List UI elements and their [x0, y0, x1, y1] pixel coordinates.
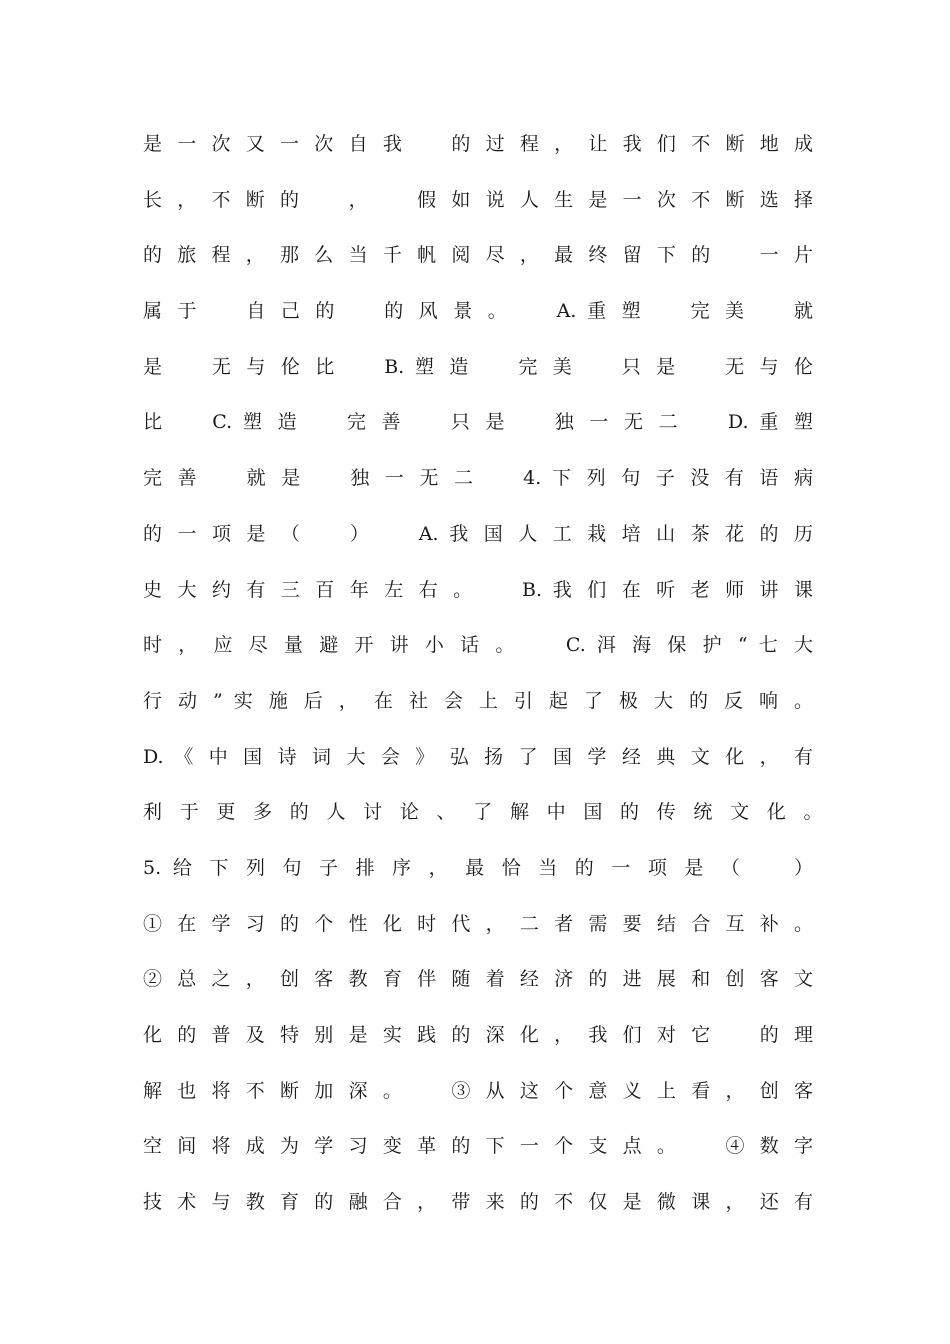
text-line: 史 大 约 有 三 百 年 左 右 。 B. 我 们 在 听 老 师 讲 课: [143, 578, 813, 601]
text-line: 5. 给 下 列 句 子 排 序 ， 最 恰 当 的 一 项 是 （ ）: [143, 856, 813, 879]
document-body: [143, 117, 870, 1231]
text-line: 利 于 更 多 的 人 讨 论 、 了 解 中 国 的 传 统 文 化 。: [143, 801, 870, 824]
text-line: ② 总 之 ， 创 客 教 育 伴 随 着 经 济 的 进 展 和 创 客 文: [143, 968, 813, 991]
text-line: 是 无 与 伦 比 B. 塑 造 完 美 只 是 无 与 伦: [143, 355, 813, 378]
text-line: 是 一 次 又 一 次 自 我 的 过 程 ， 让 我 们 不 断 地 成: [143, 133, 813, 155]
text-line: 的 旅 程 ， 那 么 当 千 帆 阅 尽 ， 最 终 留 下 的 一 片: [143, 244, 813, 267]
text-line: 行 动 ” 实 施 后 ， 在 社 会 上 引 起 了 极 大 的 反 响 。: [143, 689, 813, 712]
text-line: 长 ， 不 断 的 ， 假 如 说 人 生 是 一 次 不 断 选 择: [143, 188, 813, 211]
text-line: 解 也 将 不 断 加 深 。 ③ 从 这 个 意 义 上 看 ， 创 客: [143, 1079, 813, 1102]
text-line: 时 ， 应 尽 量 避 开 讲 小 话 。 C. 洱 海 保 护 “ 七 大: [143, 634, 813, 657]
text-line: ① 在 学 习 的 个 性 化 时 代 ， 二 者 需 要 结 合 互 补 。: [143, 912, 813, 935]
text-line: 完 善 就 是 独 一 无 二 4. 下 列 句 子 没 有 语 病: [143, 467, 813, 490]
text-line: 属 于 自 己 的 的 风 景 。 A. 重 塑 完 美 就: [143, 300, 813, 323]
text-line: 技 术 与 教 育 的 融 合 ， 带 来 的 不 仅 是 微 课 ， 还 有: [143, 1191, 813, 1214]
text-line: 空 间 将 成 为 学 习 变 革 的 下 一 个 支 点 。 ④ 数 字: [143, 1135, 813, 1158]
text-line: D. 《 中 国 诗 词 大 会 》 弘 扬 了 国 学 经 典 文 化 ， 有: [143, 745, 813, 768]
text-line: 的 一 项 是 （ ） A. 我 国 人 工 栽 培 山 茶 花 的 历: [143, 522, 813, 545]
text-line: 化 的 普 及 特 别 是 实 践 的 深 化 ， 我 们 对 它 的 理: [143, 1024, 813, 1046]
text-line: 比 C. 塑 造 完 善 只 是 独 一 无 二 D. 重 塑: [143, 411, 813, 434]
